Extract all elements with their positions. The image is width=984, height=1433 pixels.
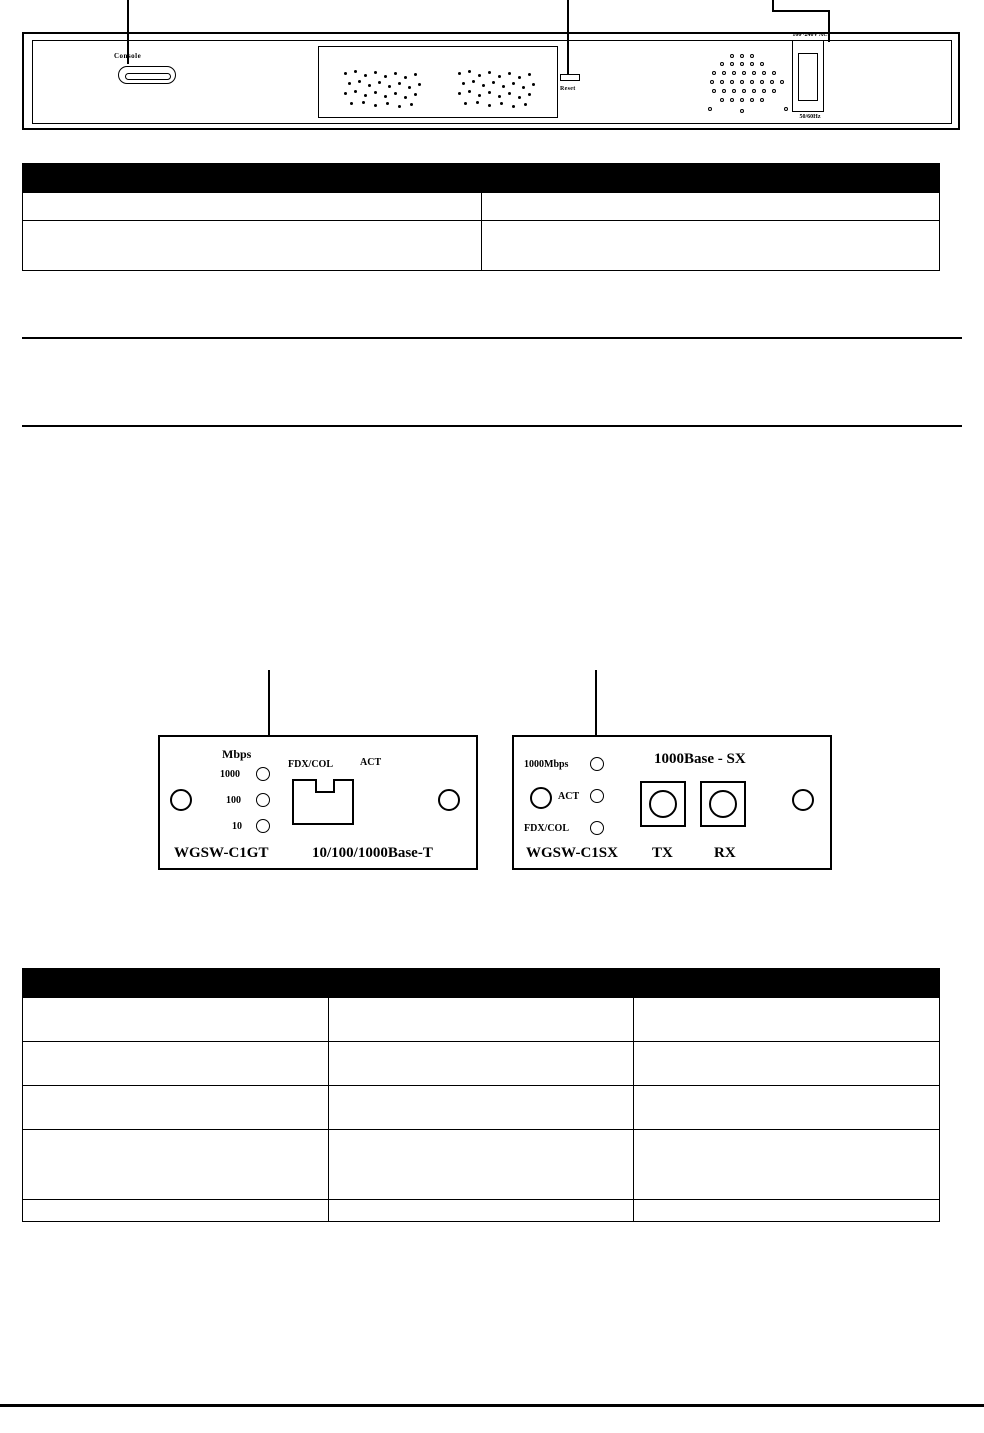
power-input-bottom-label: 50/60Hz bbox=[799, 114, 821, 120]
led-row-4-led bbox=[23, 1200, 329, 1222]
sc-port-rx bbox=[700, 781, 746, 827]
led-row-0-description bbox=[634, 998, 940, 1042]
power-inlet bbox=[792, 40, 824, 112]
led-definition-table bbox=[22, 968, 940, 1222]
led-row-2-state bbox=[328, 1086, 634, 1130]
module-screw-left-sx bbox=[792, 789, 814, 811]
power-inlet-socket bbox=[798, 53, 818, 101]
module-wgsw-c1gt bbox=[158, 735, 478, 870]
table-row bbox=[23, 1200, 940, 1222]
led-label-fdx-col-sx: FDX/COL bbox=[524, 823, 569, 834]
power-input-top-label: 100~240V AC bbox=[792, 32, 828, 38]
module-gt-port-type: 10/100/1000Base-T bbox=[312, 845, 433, 861]
module-screw-left bbox=[170, 789, 192, 811]
sc-port-tx-label: TX bbox=[652, 845, 673, 861]
module-wgsw-c1sx bbox=[512, 735, 832, 870]
module-gt-model: WGSW-C1GT bbox=[174, 845, 269, 861]
led-table-header bbox=[23, 969, 940, 998]
led-row-3-description bbox=[634, 1130, 940, 1200]
led-row-3-state bbox=[328, 1130, 634, 1200]
led-row-1-state bbox=[328, 1042, 634, 1086]
callout-line-3b bbox=[772, 10, 830, 12]
led-label-act: ACT bbox=[360, 757, 382, 768]
reset-button[interactable] bbox=[560, 74, 580, 81]
led-label-1000: 1000 bbox=[220, 769, 240, 780]
table-row bbox=[23, 221, 940, 271]
module-figure bbox=[140, 660, 840, 900]
led-row-4-description bbox=[634, 1200, 940, 1222]
module-sx-port-type: 1000Base - SX bbox=[654, 751, 746, 767]
table-row bbox=[23, 1042, 940, 1086]
led-act-indicator-sx bbox=[590, 789, 604, 803]
led-1000-indicator bbox=[256, 767, 270, 781]
table-row bbox=[23, 193, 940, 221]
console-label: Console bbox=[114, 52, 142, 60]
reset-label: Reset bbox=[560, 86, 576, 92]
rear-row-1-description bbox=[481, 221, 940, 271]
rj45-port bbox=[292, 779, 354, 825]
rear-panel-table bbox=[22, 163, 940, 271]
sc-port-rx-label: RX bbox=[714, 845, 736, 861]
rear-panel-figure bbox=[22, 0, 962, 140]
led-1000mbps-indicator bbox=[590, 757, 604, 771]
led-row-4-state bbox=[328, 1200, 634, 1222]
module-sx-model: WGSW-C1SX bbox=[526, 845, 618, 861]
led-label-10: 10 bbox=[232, 821, 242, 832]
module-screw-sx-mid bbox=[530, 787, 552, 809]
led-row-1-led bbox=[23, 1042, 329, 1086]
rear-row-0-description bbox=[481, 193, 940, 221]
section-divider-top bbox=[22, 337, 962, 339]
led-row-3-led bbox=[23, 1130, 329, 1200]
led-row-0-state bbox=[328, 998, 634, 1042]
section-divider-bottom bbox=[22, 425, 962, 427]
led-row-2-led bbox=[23, 1086, 329, 1130]
led-10-indicator bbox=[256, 819, 270, 833]
rear-row-0-name bbox=[23, 193, 482, 221]
led-label-100: 100 bbox=[226, 795, 241, 806]
sc-port-tx bbox=[640, 781, 686, 827]
module-screw-right bbox=[438, 789, 460, 811]
table-row bbox=[23, 1086, 940, 1130]
led-label-fdx-col: FDX/COL bbox=[288, 759, 333, 770]
led-100-indicator bbox=[256, 793, 270, 807]
vent-dots-left bbox=[340, 68, 428, 112]
led-row-1-description bbox=[634, 1042, 940, 1086]
footer-divider bbox=[0, 1404, 984, 1407]
console-db9-connector bbox=[118, 66, 176, 84]
table-row bbox=[23, 1130, 940, 1200]
led-row-2-description bbox=[634, 1086, 940, 1130]
mbps-label: Mbps bbox=[222, 747, 252, 761]
led-label-act-sx: ACT bbox=[558, 791, 580, 802]
led-row-0-led bbox=[23, 998, 329, 1042]
table-header-row bbox=[23, 969, 940, 998]
fan-grille bbox=[704, 52, 794, 114]
led-fdx-col-indicator-sx bbox=[590, 821, 604, 835]
rear-row-1-name bbox=[23, 221, 482, 271]
rear-table-header bbox=[23, 164, 940, 193]
module-callout-line-left bbox=[268, 670, 270, 738]
vent-dots-right bbox=[454, 68, 542, 112]
led-label-1000mbps: 1000Mbps bbox=[524, 759, 569, 770]
table-row bbox=[23, 998, 940, 1042]
table-header-row bbox=[23, 164, 940, 193]
